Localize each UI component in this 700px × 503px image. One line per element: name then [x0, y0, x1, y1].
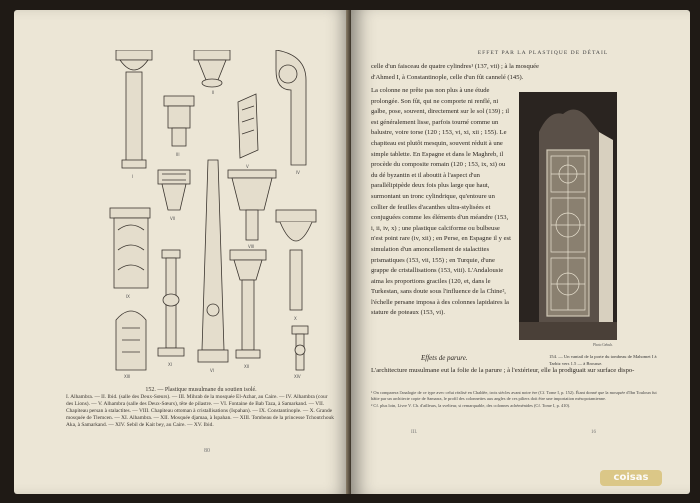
capital-figure-5 [238, 94, 258, 158]
column-figure-6 [198, 160, 228, 362]
plate-label: IV [296, 170, 300, 175]
plate-label: VII [170, 216, 176, 221]
plate-label: XI [168, 362, 172, 367]
plate-caption-body: I. Alhambra. — II. Ibid. (salle des Deux-Sœurs). — III. Mihrab de la mosquée El-Azhar, au Caire. — IV. Alhambra (cour des Lions). — V. Alhambra (salle des Deux-Sœurs), tête de pilastre. — VI. Fontaine de Bab Taza, à Samarkand. — VII. Chapiteau persan à stalactites. — VIII. Chapiteau ottoman à cristallisations (Ispahan). — IX. Constantinople. — X. Grande mosquée de Tlemcen. — XI. Alhambra. — XII. Mosquée djamaa, à Ispahan. — XIII. Tombeau de la princesse Tchoutchouk Aka, à Samarkand. — XIV. Sebil de Kait bey, au Caire. — XV. Ibid. [66, 394, 334, 428]
photo-credit: Photo Gebuh. [593, 343, 613, 347]
capital-figure-3 [164, 96, 194, 146]
plate-label: II [212, 90, 215, 95]
capital-figure-10 [276, 210, 316, 310]
footnotes [371, 390, 661, 409]
page-folio: 16 [591, 430, 596, 435]
capital-figure-1 [116, 50, 152, 168]
watermark-logo: coisas [600, 470, 662, 486]
plate-label: VI [210, 368, 214, 373]
plate-label: III [176, 152, 180, 157]
signature-mark: III. [411, 430, 418, 435]
running-head: EFFET PAR LA PLASTIQUE DE DÉTAIL [477, 50, 609, 56]
plate-label: XII [244, 364, 250, 369]
capital-figure-7 [158, 170, 190, 210]
plate-caption-title: 152. — Plastique musulmane du soutien isolé. [145, 387, 257, 393]
capital-figure-2 [194, 50, 230, 87]
page-folio: 80 [204, 448, 210, 454]
right-page [351, 10, 690, 494]
plate-illustration [106, 50, 326, 380]
plate-caption [66, 387, 336, 429]
column-figure-11 [158, 250, 184, 356]
capital-figure-9 [110, 208, 150, 288]
plate-label: XIV [294, 374, 301, 379]
door-photograph [519, 92, 617, 340]
plate-label: V [246, 164, 249, 169]
column-figure-12 [230, 250, 266, 358]
footnote-2: ² Cf. plus loin, Livre V. Ch. d'ailleurs, la svelteur, si remarquable, des colonnes achéménides (Cf. Tome I, p. 410). [371, 402, 571, 408]
plate-label: I [132, 174, 134, 179]
photo-caption: 154. — Un vantail de la porte du tombeau de Mahomet I à Tarbiz vers 1.5 — à Brousse. [549, 354, 657, 366]
plate-label: X [294, 316, 297, 321]
paragraph-2: La colonne ne prête pas non plus à une étude prolongée. Son fût, qui ne comporte ni renflé, ni galbe, pose, souvent, directement sur le sol (139) ; il est généralement lisse, parfois tourné comme un balustre, voire torse (120 ; 153, vi, xi, xii ; 155). Le chapiteau est plutôt mesquin, souvent réduit à une simple tablette. En Espagne et dans le Maghreb, il procède du composite romain (120 ; 153, ix, xi) ou du dé byzantin et il aboutit à l'aspect d'un parallélipipède deux fois plus large que haut, surmontant un tronc cylindrique, qu'entoure un collier de feuilles d'acanthes ultra-stylisées et conjuguées comme les éléments d'un méandre (153, i, ii, iv, x) ; une plastique calciforme ou bulbeuse n'est point rare (iv, xii) ; en Perse, en Espagne il y est simulation d'un amoncellement de stalactites prismatiques (153, vii, 155) ; en Turquie, d'une grappe de cristallisations (153, viii). L'Andalousie aima les proportions graciles (120, et, dans le Turkestan, sans doute sous l'influence de la Chine², l'échelle persane imposa à des colonnes lapidaires la stature de poteaux (153, vi). [371, 87, 511, 317]
left-page [14, 10, 351, 494]
plate-label: XIII [124, 374, 131, 379]
paragraph-3: L'architecture musulmane eut la folie de la parure ; à l'extérieur, elle la prodiguait sur surface dispo- [371, 367, 635, 374]
footnote-1: ¹ On comparera l'analogie de ce type avec celui réalisé en Chaldée, trois siècles avant notre ère (Cf. Tome I, p. 152). Étant donné que la mosquée d'Ibn Touloun fut bâtie par un architecte copte de Samarra, le profil des colonnettes aux angles de ces piliers doit être une importation mésopotamienne. [371, 390, 657, 402]
niche-figure-13 [116, 311, 146, 370]
section-subhead: Effets de parure. [421, 354, 468, 362]
column-figure-14 [292, 326, 308, 370]
plate-label: IX [126, 294, 130, 299]
capital-figure-8 [228, 170, 276, 240]
plate-label: VIII [248, 244, 255, 249]
capital-figure-4 [276, 50, 306, 165]
paragraph-1: celle d'un faisceau de quatre cylindres¹ (137, vii) ; à la mosquée d'Ahmed I, à Constantinople, celle d'un fût cannelé (145). [371, 63, 539, 81]
